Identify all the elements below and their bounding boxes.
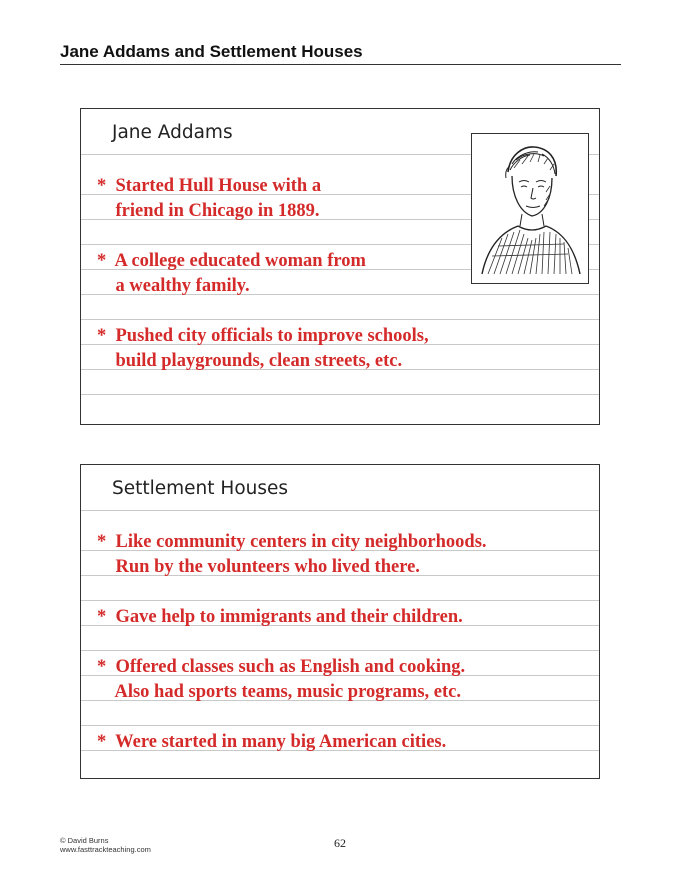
settlement-houses-card: [80, 464, 600, 779]
ruled-line: [81, 725, 599, 726]
card-line: * Like community centers in city neighborhoods.: [97, 532, 487, 552]
ruled-line: [81, 510, 599, 511]
ruled-line: [81, 650, 599, 651]
card-line: * Pushed city officials to improve schools,: [97, 326, 429, 346]
card-line: build playgrounds, clean streets, etc.: [97, 351, 403, 371]
ruled-line: [81, 319, 599, 320]
card-line: * Gave help to immigrants and their children.: [97, 607, 463, 627]
card-line: * Were started in many big American cities.: [97, 732, 447, 752]
card-heading: Settlement Houses: [112, 478, 289, 499]
ruled-line: [81, 394, 599, 395]
page-title: Jane Addams and Settlement Houses: [60, 42, 363, 61]
ruled-line: [81, 600, 599, 601]
card-line: * Offered classes such as English and cooking.: [97, 657, 466, 677]
card-line: a wealthy family.: [97, 276, 250, 296]
copyright-line: © David Burns: [60, 836, 109, 845]
portrait-image: [471, 133, 589, 284]
woman-portrait-illustration: [472, 134, 588, 283]
card-line: Also had sports teams, music programs, etc.: [97, 682, 461, 702]
copyright-credit: [60, 836, 151, 854]
card-heading: Jane Addams: [112, 122, 233, 143]
card-line: friend in Chicago in 1889.: [97, 201, 320, 221]
title-underline: [60, 64, 621, 65]
card-line: Run by the volunteers who lived there.: [97, 557, 420, 577]
card-line: * A college educated woman from: [97, 251, 366, 271]
jane-addams-card: [80, 108, 600, 425]
card-line: * Started Hull House with a: [97, 176, 322, 196]
website-line: www.fasttrackteaching.com: [60, 845, 151, 854]
page-number: 62: [334, 836, 346, 850]
